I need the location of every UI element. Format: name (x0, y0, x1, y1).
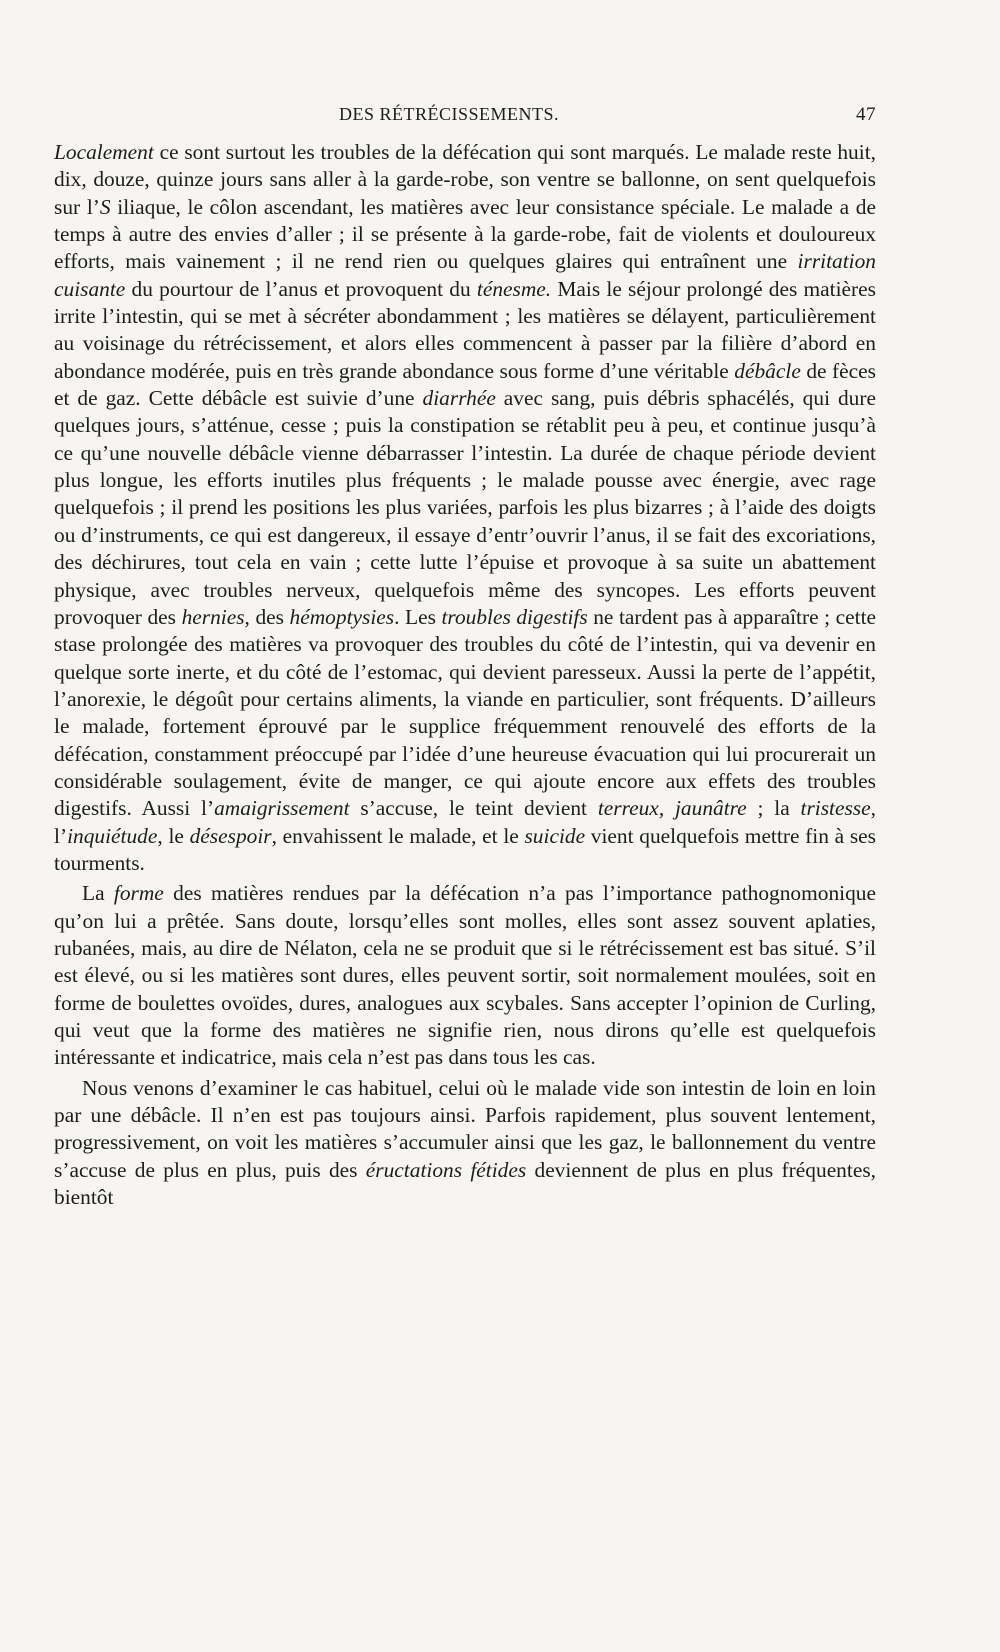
italic-run: ténesme. (476, 276, 552, 301)
running-header (54, 104, 876, 132)
italic-run: terreux (597, 796, 659, 821)
text-run: vient quelquefois mettre fin à ses tourments. (54, 823, 876, 875)
text-run: iliaque, le côlon ascendant, les matières avec leur consistance spéciale. Le malade a de temps à autre des envies d’aller ; il se présente à la garde-robe, fait de violents et douloureux efforts, mais vainement ; il ne rend rien ou quelques glaires qui entraînent une (54, 194, 876, 274)
italic-run: hernies (181, 604, 245, 629)
text-run: La (82, 881, 114, 906)
text-run: avec sang, puis débris sphacélés, qui dure quelques jours, s’atténue, cesse ; puis la constipation se rétablit peu à peu, et continue jusqu’à ce qu’une nouvelle débâcle vienne débarrasser l’intestin. La durée de chaque période devient plus longue, les efforts inutiles plus fréquents ; le malade pousse avec énergie, avec rage quelquefois ; il prend les positions les plus variées, parfois les plus bizarres ; à l’aide des doigts ou d’instruments, ce qui est dangereux, il essaye d’entr’ouvrir l’anus, il se fait des excoriations, des déchirures, tout cela en vain ; cette lutte l’épuise et provoque à sa suite un abattement physique, avec troubles nerveux, quelquefois même des syncopes. Les efforts peuvent provoquer des (54, 386, 876, 629)
body-text (54, 139, 876, 1211)
italic-run: irritation cuisante (54, 249, 876, 301)
text-run: , envahissent le malade, et le (271, 823, 525, 848)
text-run: s’accuse, le teint devient (349, 796, 598, 821)
italic-run: tristesse (800, 796, 871, 821)
text-run: , l’ (54, 796, 876, 848)
paragraph-2 (54, 880, 876, 1071)
italic-run: troubles digestifs (441, 604, 588, 629)
text-run: . Les (394, 604, 442, 629)
text-run: ce sont surtout les troubles de la défécation qui sont marqués. Le malade reste huit, dix, douze, quinze jours sans aller à la garde-robe, son ventre se ballonne, on sent quelquefois sur l’ (54, 140, 876, 219)
text-run: , le (157, 823, 190, 848)
text-run: , des (244, 604, 290, 629)
italic-run: suicide (524, 823, 586, 848)
running-title: DES RÉTRÉCISSEMENTS. (339, 104, 560, 124)
italic-run: hémoptysies (289, 604, 395, 629)
italic-run: désespoir (189, 823, 272, 848)
text-run: deviennent de plus en plus fréquentes, bientôt (54, 1157, 876, 1210)
italic-run: débâcle (734, 358, 801, 383)
italic-run: Localement (54, 140, 154, 164)
paragraph-1 (54, 139, 876, 877)
italic-run: amaigrissement (214, 796, 350, 821)
text-run: ne tardent pas à apparaître ; cette stase prolongée des matières va provoquer des troubles du côté de l’intestin, qui va devenir en quelque sorte inerte, et du côté de l’estomac, qui devient paresseux. Aussi la perte de l’appétit, l’anorexie, le dégoût pour certains aliments, la viande en particulier, sont fréquents. D’ailleurs le malade, fortement éprouvé par le supplice fréquemment renouvelé des efforts de la défécation, constamment préoccupé par l’idée d’une heureuse évacuation qui lui procurerait un considérable soulagement, évite de manger, ce qui ajoute encore aux effets des troubles digestifs. Aussi l’ (54, 604, 877, 821)
text-run: ; la (746, 796, 801, 821)
text-run: des matières rendues par la défécation n’a pas l’importance pathognomonique qu’on lui a prêtée. Sans doute, lorsqu’elles sont molles, elles sont assez souvent aplaties, rubanées, mais, au dire de Nélaton, cela ne se produit que si le rétrécissement est bas situé. S’il est élevé, ou si les matières sont dures, elles peuvent sortir, soit normalement moulées, soit en forme de boulettes ovoïdes, dures, analogues aux scybales. Sans accepter l’opinion de Curling, qui veut que la forme des matières ne signifie rien, nous dirons qu’elle est quelquefois intéressante et indicatrice, mais cela n’est pas dans tous les cas. (54, 881, 876, 1070)
text-run: Mais le séjour prolongé des matières irrite l’intestin, qui se met à sécréter abondamment ; les matières se délayent, particulièrement au voisinage du rétrécissement, et alors elles commencent à passer par la filière d’abord en abondance modérée, puis en très grande abondance sous forme d’une véritable (54, 276, 876, 383)
paragraph-3 (54, 1075, 876, 1212)
page-number: 47 (856, 104, 876, 125)
italic-run: forme (113, 881, 164, 906)
text-run: , (658, 796, 675, 821)
italic-run: S (99, 194, 111, 219)
text-run: de fèces et de gaz. Cette débâcle est suivie d’une (54, 358, 876, 411)
italic-run: jaunâtre (674, 796, 747, 821)
text-run: Nous venons d’examiner le cas habituel, celui où le malade vide son intestin de loin en loin par une débâcle. Il n’en est pas toujours ainsi. Parfois rapidement, plus souvent lentement, progressivement, on voit les matières s’accumuler ainsi que les gaz, le ballonnement du ventre s’accuse de plus en plus, puis des (54, 1075, 876, 1182)
text-run: du pourtour de l’anus et provoquent du (125, 276, 477, 301)
italic-run: inquiétude (67, 823, 158, 848)
italic-run: diarrhée (422, 386, 496, 411)
italic-run: éructations fétides (365, 1157, 527, 1182)
